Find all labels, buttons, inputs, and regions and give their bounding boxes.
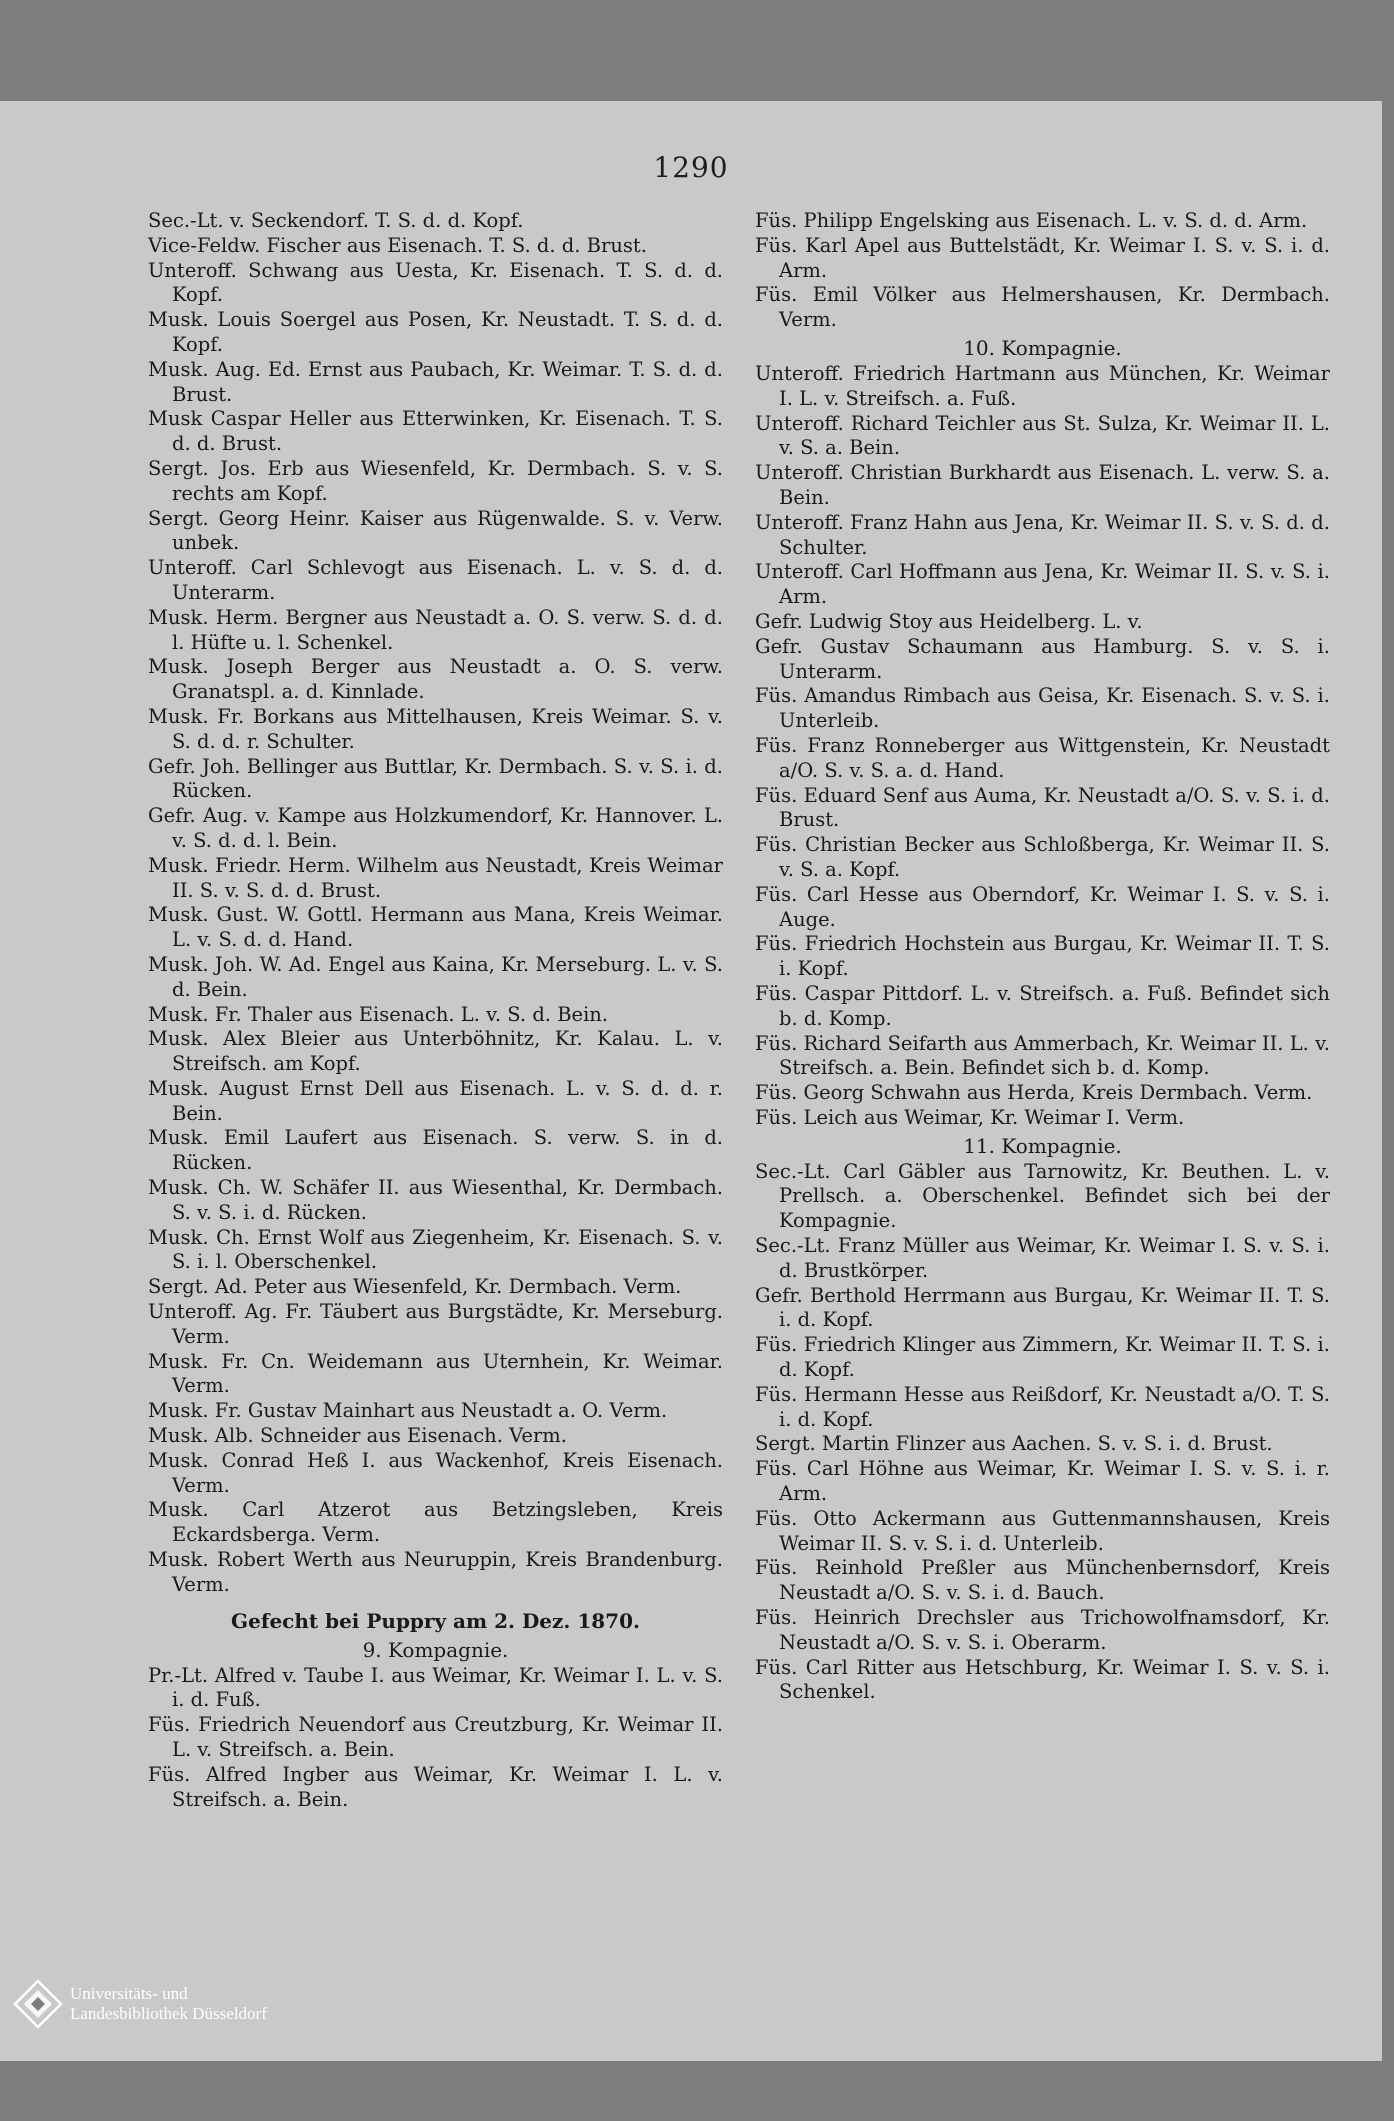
- left-casualty-entry: Musk. Joh. W. Ad. Engel aus Kaina, Kr. Merseburg. L. v. S. d. Bein.: [148, 952, 723, 1001]
- right-casualty-entry: Füs. Carl Hesse aus Oberndorf, Kr. Weimar I. S. v. S. i. Auge.: [755, 882, 1330, 931]
- watermark-line-1: Universitäts- und: [70, 1984, 188, 2003]
- right-casualty-entry: Gefr. Berthold Herrmann aus Burgau, Kr. Weimar II. T. S. i. d. Kopf.: [755, 1283, 1330, 1332]
- left-casualty-entry: Musk. Louis Soergel aus Posen, Kr. Neustadt. T. S. d. d. Kopf.: [148, 308, 723, 356]
- company-heading: 9. Kompagnie.: [362, 1637, 509, 1662]
- left-casualty-entry: Unteroff. Ag. Fr. Täubert aus Burgstädte, Kr. Merseburg. Verm.: [148, 1300, 723, 1348]
- right-casualty-entry: Unteroff. Franz Hahn aus Jena, Kr. Weimar II. S. v. S. d. d. Schulter.: [755, 510, 1330, 559]
- right-casualty-entry: Füs. Karl Apel aus Buttelstädt, Kr. Weimar I. S. v. S. i. d. Arm.: [755, 233, 1330, 282]
- right-casualty-entry: Füs. Carl Ritter aus Hetschburg, Kr. Weimar I. S. v. S. i. Schenkel.: [755, 1655, 1330, 1704]
- left-casualty-entry: Musk. Aug. Ed. Ernst aus Paubach, Kr. Weimar. T. S. d. d. Brust.: [148, 357, 723, 406]
- right-casualty-entry: Füs. Richard Seifarth aus Ammerbach, Kr. Weimar II. L. v. Streifsch. a. Bein. Befindet sich b. d. Komp.: [755, 1031, 1330, 1080]
- battle-heading: Gefecht bei Puppry am 2. Dez. 1870.: [231, 1608, 640, 1633]
- right-casualty-entry: Füs. Georg Schwahn aus Herda, Kreis Dermbach. Verm.: [755, 1081, 1313, 1105]
- right-casualty-entry: Sergt. Martin Flinzer aus Aachen. S. v. S. i. d. Brust.: [755, 1432, 1273, 1456]
- right-casualty-entry: Füs. Leich aus Weimar, Kr. Weimar I. Verm.: [755, 1105, 1185, 1129]
- left-casualty-entry: Musk. Ch. Ernst Wolf aus Ziegenheim, Kr. Eisenach. S. v. S. i. l. Oberschenkel.: [148, 1225, 723, 1274]
- right-casualty-entry: Sec.-Lt. Carl Gäbler aus Tarnowitz, Kr. Beuthen. L. v. Prellsch. a. Oberschenkel. Befindet sich bei der Kompagnie.: [755, 1159, 1330, 1233]
- scanned-page: [0, 101, 1382, 2061]
- ulb-logo-icon: [12, 1978, 64, 2030]
- library-watermark: [12, 1978, 267, 2030]
- left-casualty-entry: Füs. Alfred Ingber aus Weimar, Kr. Weimar I. L. v. Streifsch. a. Bein.: [148, 1762, 723, 1811]
- left-casualty-entry: Unteroff. Carl Schlevogt aus Eisenach. L. v. S. d. d. Unterarm.: [148, 556, 723, 604]
- left-casualty-entry: Musk Caspar Heller aus Etterwinken, Kr. Eisenach. T. S. d. d. Brust.: [148, 407, 723, 456]
- right-casualty-entry: Füs. Carl Höhne aus Weimar, Kr. Weimar I. S. v. S. i. r. Arm.: [755, 1457, 1330, 1506]
- left-casualty-entry: Pr.-Lt. Alfred v. Taube I. aus Weimar, Kr. Weimar I. L. v. S. i. d. Fuß.: [148, 1663, 723, 1712]
- right-casualty-entry: Füs. Amandus Rimbach aus Geisa, Kr. Eisenach. S. v. S. i. Unterleib.: [755, 684, 1330, 733]
- page-number: 1290: [653, 151, 729, 184]
- left-casualty-entry: Sergt. Georg Heinr. Kaiser aus Rügenwalde. S. v. Verw. unbek.: [148, 506, 723, 555]
- left-casualty-entry: Musk. Carl Atzerot aus Betzingsleben, Kreis Eckardsberga. Verm.: [148, 1498, 723, 1547]
- right-casualty-entry: Unteroff. Friedrich Hartmann aus München, Kr. Weimar I. L. v. Streifsch. a. Fuß.: [755, 361, 1330, 410]
- left-casualty-entry: Musk. Fr. Thaler aus Eisenach. L. v. S. d. Bein.: [148, 1002, 609, 1026]
- right-casualty-entry: Gefr. Ludwig Stoy aus Heidelberg. L. v.: [755, 609, 1143, 633]
- right-casualty-entry: Füs. Hermann Hesse aus Reißdorf, Kr. Neustadt a/O. T. S. i. d. Kopf.: [755, 1382, 1330, 1431]
- right-casualty-entry: Füs. Friedrich Hochstein aus Burgau, Kr. Weimar II. T. S. i. Kopf.: [755, 932, 1330, 981]
- company-heading: 10. Kompagnie.: [963, 335, 1122, 360]
- left-casualty-entry: Musk. Ch. W. Schäfer II. aus Wiesenthal, Kr. Dermbach. S. v. S. i. d. Rücken.: [148, 1176, 723, 1224]
- right-casualty-entry: Füs. Philipp Engelsking aus Eisenach. L. v. S. d. d. Arm.: [755, 209, 1308, 232]
- right-casualty-entry: Füs. Caspar Pittdorf. L. v. Streifsch. a. Fuß. Befindet sich b. d. Komp.: [755, 981, 1330, 1030]
- left-casualty-entry: Gefr. Joh. Bellinger aus Buttlar, Kr. Dermbach. S. v. S. i. d. Rücken.: [148, 754, 723, 803]
- right-casualty-entry: Füs. Emil Völker aus Helmershausen, Kr. Dermbach. Verm.: [755, 283, 1330, 332]
- left-casualty-entry: Füs. Friedrich Neuendorf aus Creutzburg, Kr. Weimar II. L. v. Streifsch. a. Bein.: [148, 1713, 723, 1762]
- left-casualty-entry: Musk. Gust. W. Gottl. Hermann aus Mana, Kreis Weimar. L. v. S. d. d. Hand.: [148, 903, 723, 952]
- right-casualty-entry: Füs. Reinhold Preßler aus Münchenbernsdorf, Kreis Neustadt a/O. S. v. S. i. d. Bauch.: [755, 1556, 1330, 1605]
- right-casualty-entry: Füs. Friedrich Klinger aus Zimmern, Kr. Weimar II. T. S. i. d. Kopf.: [755, 1333, 1330, 1382]
- left-casualty-entry: Musk. Herm. Bergner aus Neustadt a. O. S. verw. S. d. d. l. Hüfte u. l. Schenkel.: [148, 605, 723, 654]
- right-casualty-entry: Füs. Franz Ronneberger aus Wittgenstein, Kr. Neustadt a/O. S. v. S. a. d. Hand.: [755, 733, 1330, 782]
- left-casualty-entry: Musk. Alb. Schneider aus Eisenach. Verm.: [148, 1424, 567, 1448]
- left-casualty-entry: Unteroff. Schwang aus Uesta, Kr. Eisenach. T. S. d. d. Kopf.: [148, 258, 723, 307]
- right-casualty-entry: Füs. Eduard Senf aus Auma, Kr. Neustadt a/O. S. v. S. i. d. Brust.: [755, 783, 1330, 832]
- left-casualty-entry: Musk. Fr. Cn. Weidemann aus Uternhein, Kr. Weimar. Verm.: [148, 1349, 723, 1398]
- left-casualty-entry: Musk. Conrad Heß I. aus Wackenhof, Kreis Eisenach. Verm.: [148, 1448, 723, 1497]
- left-casualty-entry: Sec.-Lt. v. Seckendorf. T. S. d. d. Kopf.: [148, 209, 524, 232]
- left-casualty-entry: Musk. Fr. Gustav Mainhart aus Neustadt a. O. Verm.: [148, 1399, 668, 1423]
- right-casualty-entry: Gefr. Gustav Schaumann aus Hamburg. S. v. S. i. Unterarm.: [755, 634, 1330, 683]
- left-casualty-entry: Musk. Alex Bleier aus Unterböhnitz, Kr. Kalau. L. v. Streifsch. am Kopf.: [148, 1027, 723, 1076]
- left-casualty-entry: Musk. Fr. Borkans aus Mittelhausen, Kreis Weimar. S. v. S. d. d. r. Schulter.: [148, 704, 723, 753]
- left-casualty-entry: Sergt. Jos. Erb aus Wiesenfeld, Kr. Dermbach. S. v. S. rechts am Kopf.: [148, 456, 723, 505]
- company-heading: 11. Kompagnie.: [963, 1133, 1122, 1158]
- right-casualty-entry: Unteroff. Richard Teichler aus St. Sulza, Kr. Weimar II. L. v. S. a. Bein.: [755, 411, 1330, 460]
- left-casualty-entry: Musk. August Ernst Dell aus Eisenach. L. v. S. d. d. r. Bein.: [148, 1076, 723, 1125]
- left-casualty-entry: Musk. Friedr. Herm. Wilhelm aus Neustadt, Kreis Weimar II. S. v. S. d. d. Brust.: [148, 853, 723, 902]
- right-casualty-entry: Füs. Otto Ackermann aus Guttenmannshausen, Kreis Weimar II. S. v. S. i. d. Unterleib.: [755, 1506, 1330, 1555]
- left-casualty-entry: Musk. Joseph Berger aus Neustadt a. O. S. verw. Granatspl. a. d. Kinnlade.: [148, 655, 723, 704]
- right-casualty-entry: Unteroff. Christian Burkhardt aus Eisenach. L. verw. S. a. Bein.: [755, 461, 1330, 509]
- left-casualty-entry: Gefr. Aug. v. Kampe aus Holzkumendorf, Kr. Hannover. L. v. S. d. d. l. Bein.: [148, 804, 723, 852]
- right-casualty-entry: Sec.-Lt. Franz Müller aus Weimar, Kr. Weimar I. S. v. S. i. d. Brustkörper.: [755, 1234, 1330, 1282]
- left-casualty-entry: Vice-Feldw. Fischer aus Eisenach. T. S. d. d. Brust.: [148, 233, 647, 257]
- left-column: [148, 209, 723, 1812]
- left-casualty-entry: Sergt. Ad. Peter aus Wiesenfeld, Kr. Dermbach. Verm.: [148, 1275, 682, 1299]
- left-casualty-entry: Musk. Robert Werth aus Neuruppin, Kreis Brandenburg. Verm.: [148, 1548, 723, 1596]
- right-casualty-entry: Unteroff. Carl Hoffmann aus Jena, Kr. Weimar II. S. v. S. i. Arm.: [755, 560, 1330, 609]
- right-casualty-entry: Füs. Christian Becker aus Schloßberga, Kr. Weimar II. S. v. S. a. Kopf.: [755, 833, 1330, 881]
- right-casualty-entry: Füs. Heinrich Drechsler aus Trichowolfnamsdorf, Kr. Neustadt a/O. S. v. S. i. Oberarm.: [755, 1606, 1330, 1654]
- left-casualty-entry: Musk. Emil Laufert aus Eisenach. S. verw. S. in d. Rücken.: [148, 1126, 723, 1175]
- right-column: [755, 209, 1330, 1705]
- watermark-line-2: Landesbibliothek Düsseldorf: [70, 2004, 267, 2023]
